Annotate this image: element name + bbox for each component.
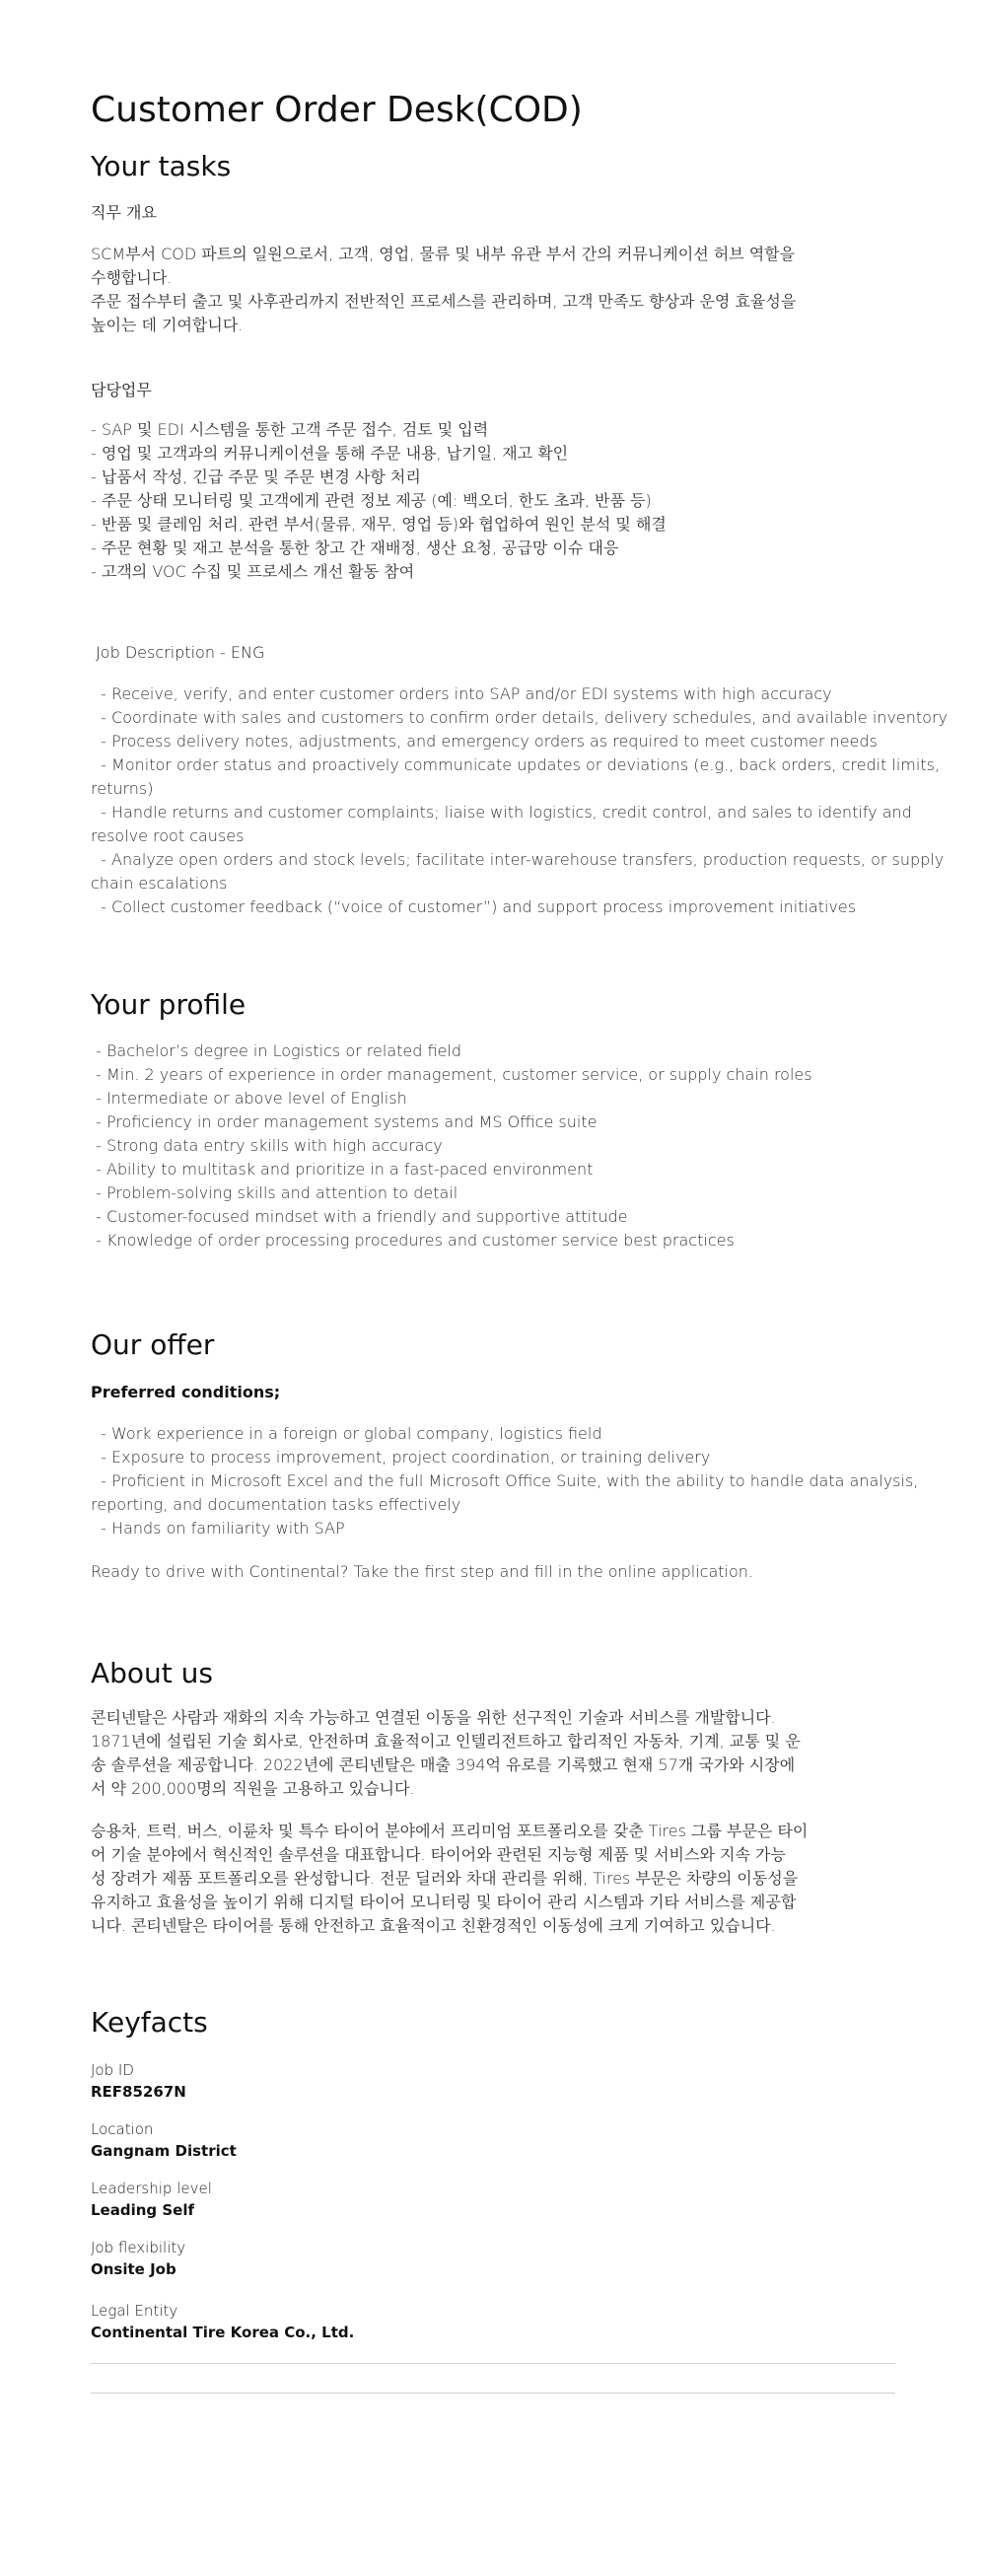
duties-heading: 담당업무 <box>91 381 152 399</box>
keyfact-label: Legal Entity <box>91 2302 178 2320</box>
duty-item: - 영업 및 고객과의 커뮤니케이션을 통해 주문 내용, 납기일, 재고 확인 <box>91 444 569 463</box>
eng-item: - Receive, verify, and enter customer orders into SAP and/or EDI systems with high accuracy <box>91 684 832 703</box>
keyfact-value: Gangnam District <box>91 2142 237 2160</box>
profile-item: - Intermediate or above level of English <box>91 1089 407 1108</box>
tasks-heading: Your tasks <box>91 150 232 182</box>
profile-item: - Problem-solving skills and attention to detail <box>91 1183 458 1202</box>
profile-item: - Ability to multitask and prioritize in a fast-paced environment <box>91 1160 594 1179</box>
overview-line: 수행합니다. <box>91 268 173 287</box>
about-line: 어 기술 분야에서 혁신적인 솔루션을 대표합니다. 타이어와 관련된 지능형 제품 및 서비스와 지속 가능 <box>91 1845 786 1864</box>
duty-item: - 주문 상태 모니터링 및 고객에게 관련 정보 제공 (예: 백오더, 한도 초과, 반품 등) <box>91 491 652 510</box>
keyfact-value: Onsite Job <box>91 2260 176 2278</box>
keyfact-value: Leading Self <box>91 2201 195 2219</box>
offer-item: - Work experience in a foreign or global company, logistics field <box>91 1424 602 1443</box>
offer-heading: Our offer <box>91 1328 215 1361</box>
overview-text <box>91 243 899 337</box>
about-line: 승용차, 트럭, 버스, 이륜차 및 특수 타이어 분야에서 프리미엄 포트폴리오를 갖춘 Tires 그룹 부문은 타이 <box>91 1822 809 1840</box>
overview-line: SCM부서 COD 파트의 일원으로서, 고객, 영업, 물류 및 내부 유관 부서 간의 커뮤니케이션 허브 역할을 <box>91 245 796 263</box>
profile-item: - Min. 2 years of experience in order management, customer service, or supply chain roles <box>91 1065 812 1084</box>
offer-item: - Hands on familiarity with SAP <box>91 1519 345 1538</box>
about-paragraph-2 <box>91 1820 909 1938</box>
profile-list <box>91 1039 909 1252</box>
eng-item: chain escalations <box>91 874 228 893</box>
overview-heading: 직무 개요 <box>91 203 157 222</box>
eng-item: - Monitor order status and proactively communicate updates or deviations (e.g., back orders, credit limits, <box>91 755 941 774</box>
profile-item: - Proficiency in order management systems and MS Office suite <box>91 1112 598 1131</box>
overview-line: 높이는 데 기여합니다. <box>91 316 244 334</box>
about-line: 성 장려가 제품 포트폴리오를 완성합니다. 전문 딜러와 차대 관리를 위해, Tires 부문은 차량의 이동성을 <box>91 1869 799 1888</box>
profile-item: - Strong data entry skills with high accuracy <box>91 1136 443 1155</box>
about-line: 서 약 200,000명의 직원을 고용하고 있습니다. <box>91 1779 415 1798</box>
closing-text: Ready to drive with Continental? Take the first step and fill in the online application. <box>91 1562 753 1581</box>
about-line: 송 솔루션을 제공합니다. 2022년에 콘티넨탈은 매출 394억 유로를 기록했고 현재 57개 국가와 시장에 <box>91 1755 796 1774</box>
offer-item: - Proficient in Microsoft Excel and the full Microsoft Office Suite, with the ability to handle data analysis, <box>91 1471 919 1490</box>
duty-item: - SAP 및 EDI 시스템을 통한 고객 주문 접수, 검토 및 입력 <box>91 420 489 439</box>
keyfact-value: Continental Tire Korea Co., Ltd. <box>91 2324 355 2341</box>
eng-item: - Analyze open orders and stock levels; facilitate inter-warehouse transfers, production requests, or supply <box>91 850 945 869</box>
keyfact-location <box>91 2118 237 2162</box>
preferred-conditions-heading: Preferred conditions; <box>91 1383 281 1401</box>
keyfact-legal-entity <box>91 2300 354 2343</box>
offer-item: - Exposure to process improvement, project coordination, or training delivery <box>91 1448 711 1467</box>
keyfacts-heading: Keyfacts <box>91 2006 208 2039</box>
keyfact-leadership-level <box>91 2178 212 2221</box>
eng-item: - Coordinate with sales and customers to confirm order details, delivery schedules, and available inventory <box>91 708 948 727</box>
duty-item: - 납품서 작성, 긴급 주문 및 주문 변경 사항 처리 <box>91 467 421 486</box>
divider-line <box>91 2393 895 2394</box>
about-line: 1871년에 설립된 기술 회사로, 안전하며 효율적이고 인텔리전트하고 합리적인 자동차, 기계, 교통 및 운 <box>91 1732 801 1751</box>
keyfact-label: Job ID <box>91 2061 134 2079</box>
eng-item: returns) <box>91 779 154 798</box>
eng-item: - Collect customer feedback (“voice of customer”) and support process improvement initiatives <box>91 897 857 916</box>
eng-item: - Handle returns and customer complaints; liaise with logistics, credit control, and sales to identify and <box>91 803 912 822</box>
keyfact-job-flexibility <box>91 2237 185 2280</box>
page-title: Customer Order Desk(COD) <box>91 90 583 130</box>
duty-item: - 고객의 VOC 수집 및 프로세스 개선 활동 참여 <box>91 562 415 581</box>
about-line: 콘티넨탈은 사람과 재화의 지속 가능하고 연결된 이동을 위한 선구적인 기술과 서비스를 개발합니다. <box>91 1708 776 1727</box>
overview-line: 주문 접수부터 출고 및 사후관리까지 전반적인 프로세스를 관리하며, 고객 만족도 향상과 운영 효율성을 <box>91 292 797 311</box>
keyfact-job-id <box>91 2059 186 2103</box>
keyfact-label: Location <box>91 2120 154 2138</box>
keyfact-label: Leadership level <box>91 2180 212 2197</box>
duties-list <box>91 418 899 584</box>
eng-description-list <box>91 682 948 919</box>
divider-line <box>91 2363 895 2364</box>
about-paragraph-1 <box>91 1706 909 1801</box>
keyfact-label: Job flexibility <box>91 2239 186 2256</box>
about-line: 유지하고 효율성을 높이기 위해 디지털 타이어 모니터링 및 타이어 관리 시스템과 기타 서비스를 제공합 <box>91 1893 797 1911</box>
offer-item: reporting, and documentation tasks effectively <box>91 1495 461 1514</box>
eng-item: resolve root causes <box>91 826 245 845</box>
eng-item: - Process delivery notes, adjustments, and emergency orders as required to meet customer needs <box>91 732 878 751</box>
eng-description-heading: Job Description - ENG <box>91 643 265 662</box>
profile-item: - Bachelor’s degree in Logistics or related field <box>91 1041 461 1060</box>
duty-item: - 주문 현황 및 재고 분석을 통한 창고 간 재배정, 생산 요청, 공급망 이슈 대응 <box>91 538 619 557</box>
about-heading: About us <box>91 1657 214 1689</box>
profile-item: - Knowledge of order processing procedures and customer service best practices <box>91 1231 735 1250</box>
keyfact-value: REF85267N <box>91 2083 186 2101</box>
profile-heading: Your profile <box>91 988 246 1021</box>
about-line: 니다. 콘티넨탈은 타이어를 통해 안전하고 효율적이고 친환경적인 이동성에 크게 기여하고 있습니다. <box>91 1916 776 1935</box>
profile-item: - Customer-focused mindset with a friendly and supportive attitude <box>91 1207 628 1226</box>
offer-list <box>91 1422 919 1540</box>
duty-item: - 반품 및 클레임 처리, 관련 부서(물류, 재무, 영업 등)와 협업하여 원인 분석 및 해결 <box>91 515 667 534</box>
